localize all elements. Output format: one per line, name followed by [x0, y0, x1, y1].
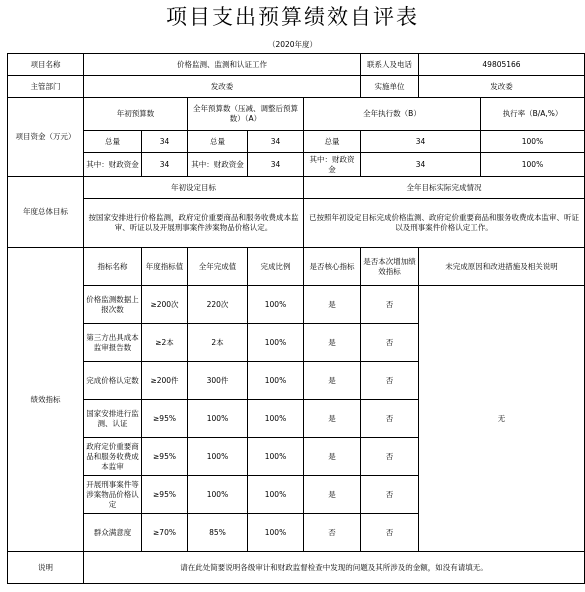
perf-label: 绩效指标 [8, 248, 84, 552]
funds-label: 项目资金（万元） [8, 98, 84, 177]
perf-ratio: 100% [248, 514, 304, 552]
perf-name: 群众满意度 [84, 514, 142, 552]
funds-col-initial: 年初预算数 [84, 98, 188, 131]
dept-label: 主管部门 [8, 76, 84, 98]
total-rate: 100% [481, 131, 585, 153]
fiscal-label-1: 其中：财政资金 [84, 153, 142, 177]
perf-target: ≥200次 [142, 286, 188, 324]
perf-h-name: 指标名称 [84, 248, 142, 286]
goals-label: 年度总体目标 [8, 177, 84, 248]
goals-header-row [8, 177, 585, 199]
perf-actual: 100% [188, 400, 248, 438]
perf-ratio: 100% [248, 438, 304, 476]
perf-core: 是 [304, 362, 361, 400]
note-text: 请在此处简要说明各级审计和财政监督检查中发现的问题及其所涉及的金额，如没有请填无。 [84, 552, 585, 584]
funds-col-exec: 全年执行数（B） [304, 98, 481, 131]
funds-total-row [8, 131, 585, 153]
report-year: （2020年度） [267, 40, 318, 49]
total-full: 34 [248, 131, 304, 153]
fiscal-full: 34 [248, 153, 304, 177]
perf-name: 政府定价重要商品和服务收费成本监审 [84, 438, 142, 476]
perf-target: ≥95% [142, 438, 188, 476]
perf-core: 是 [304, 438, 361, 476]
perf-core: 是 [304, 324, 361, 362]
perf-name: 价格监测数据上报次数 [84, 286, 142, 324]
perf-actual: 300件 [188, 362, 248, 400]
page-title: 项目支出预算绩效自评表 [166, 5, 419, 29]
perf-add: 否 [361, 476, 419, 514]
perf-name: 开展刑事案件等涉案物品价格认定 [84, 476, 142, 514]
perf-target: ≥70% [142, 514, 188, 552]
perf-h-ratio: 完成比例 [248, 248, 304, 286]
dept-row [8, 76, 585, 98]
perf-target: ≥2本 [142, 324, 188, 362]
perf-ratio: 100% [248, 362, 304, 400]
goals-text-row [8, 199, 585, 248]
perf-h-actual: 全年完成值 [188, 248, 248, 286]
perf-name: 完成价格认定数 [84, 362, 142, 400]
total-label-1: 总量 [84, 131, 142, 153]
project-name-value: 价格监测、监测和认证工作 [84, 54, 361, 76]
perf-header-row [8, 248, 585, 286]
project-row [8, 54, 585, 76]
perf-core: 是 [304, 400, 361, 438]
perf-ratio: 100% [248, 286, 304, 324]
note-label: 说明 [8, 552, 84, 584]
perf-h-core: 是否核心指标 [304, 248, 361, 286]
contact-value: 49805166 [419, 54, 585, 76]
perf-reason: 无 [419, 286, 585, 552]
project-name-label: 项目名称 [8, 54, 84, 76]
note-row [8, 552, 585, 584]
perf-actual: 85% [188, 514, 248, 552]
perf-target: ≥95% [142, 400, 188, 438]
fiscal-initial: 34 [142, 153, 188, 177]
perf-ratio: 100% [248, 324, 304, 362]
perf-h-reason: 未完成原因和改进措施及相关说明 [419, 248, 585, 286]
perf-core: 否 [304, 514, 361, 552]
perf-h-target: 年度指标值 [142, 248, 188, 286]
funds-fiscal-row [8, 153, 585, 177]
perf-row [8, 286, 585, 324]
funds-col-full: 全年预算数（压减、调整后预算数）（A） [188, 98, 304, 131]
fiscal-label-3: 其中：财政资金 [304, 153, 361, 177]
perf-add: 否 [361, 286, 419, 324]
total-label-2: 总量 [188, 131, 248, 153]
perf-add: 否 [361, 514, 419, 552]
perf-target: ≥200件 [142, 362, 188, 400]
funds-header-row [8, 98, 585, 131]
perf-add: 否 [361, 362, 419, 400]
perf-add: 否 [361, 324, 419, 362]
impl-label: 实施单位 [361, 76, 419, 98]
fiscal-rate: 100% [481, 153, 585, 177]
impl-value: 发改委 [419, 76, 585, 98]
total-exec: 34 [361, 131, 481, 153]
perf-name: 国家安排进行监测、认证 [84, 400, 142, 438]
evaluation-table [7, 53, 585, 584]
perf-actual: 100% [188, 476, 248, 514]
funds-col-rate: 执行率（B/A,%） [481, 98, 585, 131]
perf-actual: 220次 [188, 286, 248, 324]
perf-ratio: 100% [248, 400, 304, 438]
perf-name: 第三方出具成本监审报告数 [84, 324, 142, 362]
perf-h-add: 是否本次增加绩效指标 [361, 248, 419, 286]
perf-ratio: 100% [248, 476, 304, 514]
goals-set-text: 按国家安排进行价格监测，政府定价重要商品和服务收费成本监审、听证以及开展刑事案件涉案物品价格认定。 [84, 199, 304, 248]
goals-set-header: 年初设定目标 [84, 177, 304, 199]
bottom-edge [0, 588, 585, 592]
perf-actual: 100% [188, 438, 248, 476]
perf-target: ≥95% [142, 476, 188, 514]
perf-actual: 2本 [188, 324, 248, 362]
total-initial: 34 [142, 131, 188, 153]
contact-label: 联系人及电话 [361, 54, 419, 76]
perf-core: 是 [304, 476, 361, 514]
goals-actual-text: 已按照年初设定目标完成价格监测、政府定价重要商品和服务收费成本监审、听证以及刑事案件价格认定工作。 [304, 199, 585, 248]
perf-add: 否 [361, 400, 419, 438]
fiscal-label-2: 其中：财政资金 [188, 153, 248, 177]
total-label-3: 总量 [304, 131, 361, 153]
dept-value: 发改委 [84, 76, 361, 98]
goals-actual-header: 全年目标实际完成情况 [304, 177, 585, 199]
perf-core: 是 [304, 286, 361, 324]
perf-add: 否 [361, 438, 419, 476]
fiscal-exec: 34 [361, 153, 481, 177]
